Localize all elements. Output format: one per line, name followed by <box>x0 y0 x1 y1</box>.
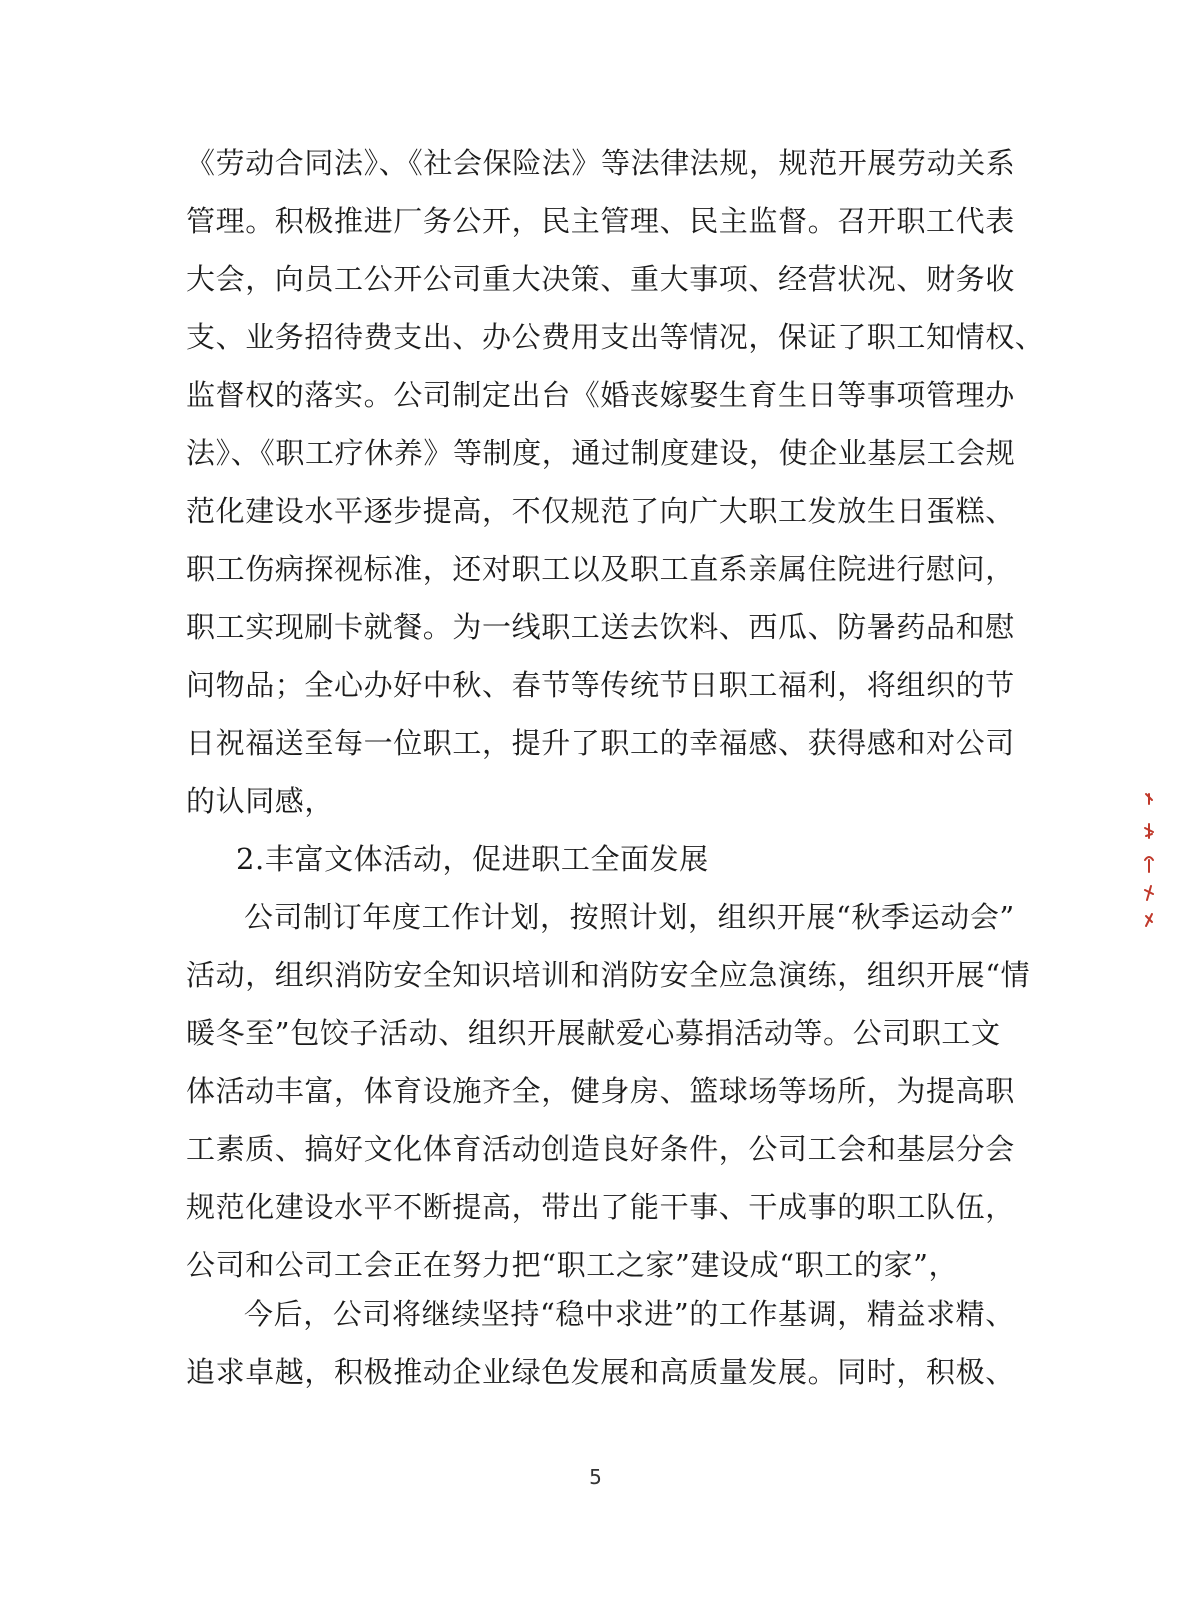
paragraph-cultural-activities <box>186 888 1031 1294</box>
text-line: 公司和公司工会正在努力把“职工之家”建设成“职工的家”， <box>186 1248 959 1282</box>
text-line: 职工伤病探视标准，还对职工以及职工直系亲属住院进行慰问， <box>186 552 1015 586</box>
text-line: 监督权的落实。公司制定出台《婚丧嫁娶生育生日等事项管理办 <box>186 378 1015 412</box>
paragraph-outlook <box>186 1285 1016 1401</box>
seal-stamp-edge-icon <box>1140 790 1158 930</box>
text-line: 范化建设水平逐步提高，不仅规范了向广大职工发放生日蛋糕、 <box>186 494 1015 528</box>
text-line: 工素质、搞好文化体育活动创造良好条件，公司工会和基层分会 <box>186 1132 1015 1166</box>
paragraph-labor-relations <box>186 134 1045 830</box>
text-line: 体活动丰富，体育设施齐全，健身房、篮球场等场所，为提高职 <box>186 1074 1015 1108</box>
section-heading: 2.丰富文体活动，促进职工全面发展 <box>236 842 709 876</box>
text-line: 规范化建设水平不断提高，带出了能干事、干成事的职工队伍， <box>186 1190 1015 1224</box>
text-line: 今后，公司将继续坚持“稳中求进”的工作基调，精益求精、 <box>244 1297 1015 1331</box>
page-number: 5 <box>589 1465 602 1489</box>
text-line: 支、业务招待费支出、办公费用支出等情况，保证了职工知情权、 <box>186 320 1045 354</box>
text-line: 法》、《职工疗休养》等制度，通过制度建设，使企业基层工会规 <box>186 436 1016 470</box>
text-line: 《劳动合同法》、《社会保险法》等法律法规，规范开展劳动关系 <box>186 146 1016 180</box>
text-line: 的认同感， <box>186 784 335 818</box>
text-line: 职工实现刷卡就餐。为一线职工送去饮料、西瓜、防暑药品和慰 <box>186 610 1015 644</box>
section-heading-block <box>186 830 1016 888</box>
text-line: 暖冬至”包饺子活动、组织开展献爱心募捐活动等。公司职工文 <box>186 1016 1001 1050</box>
text-line: 追求卓越，积极推动企业绿色发展和高质量发展。同时，积极、 <box>186 1355 1015 1389</box>
text-line: 公司制订年度工作计划，按照计划，组织开展“秋季运动会” <box>244 900 1015 934</box>
text-line: 管理。积极推进厂务公开，民主管理、民主监督。召开职工代表 <box>186 204 1015 238</box>
text-line: 问物品；全心办好中秋、春节等传统节日职工福利，将组织的节 <box>186 668 1015 702</box>
text-line: 活动，组织消防安全知识培训和消防安全应急演练，组织开展“情 <box>186 958 1031 992</box>
text-line: 日祝福送至每一位职工，提升了职工的幸福感、获得感和对公司 <box>186 726 1015 760</box>
text-line: 大会，向员工公开公司重大决策、重大事项、经营状况、财务收 <box>186 262 1015 296</box>
